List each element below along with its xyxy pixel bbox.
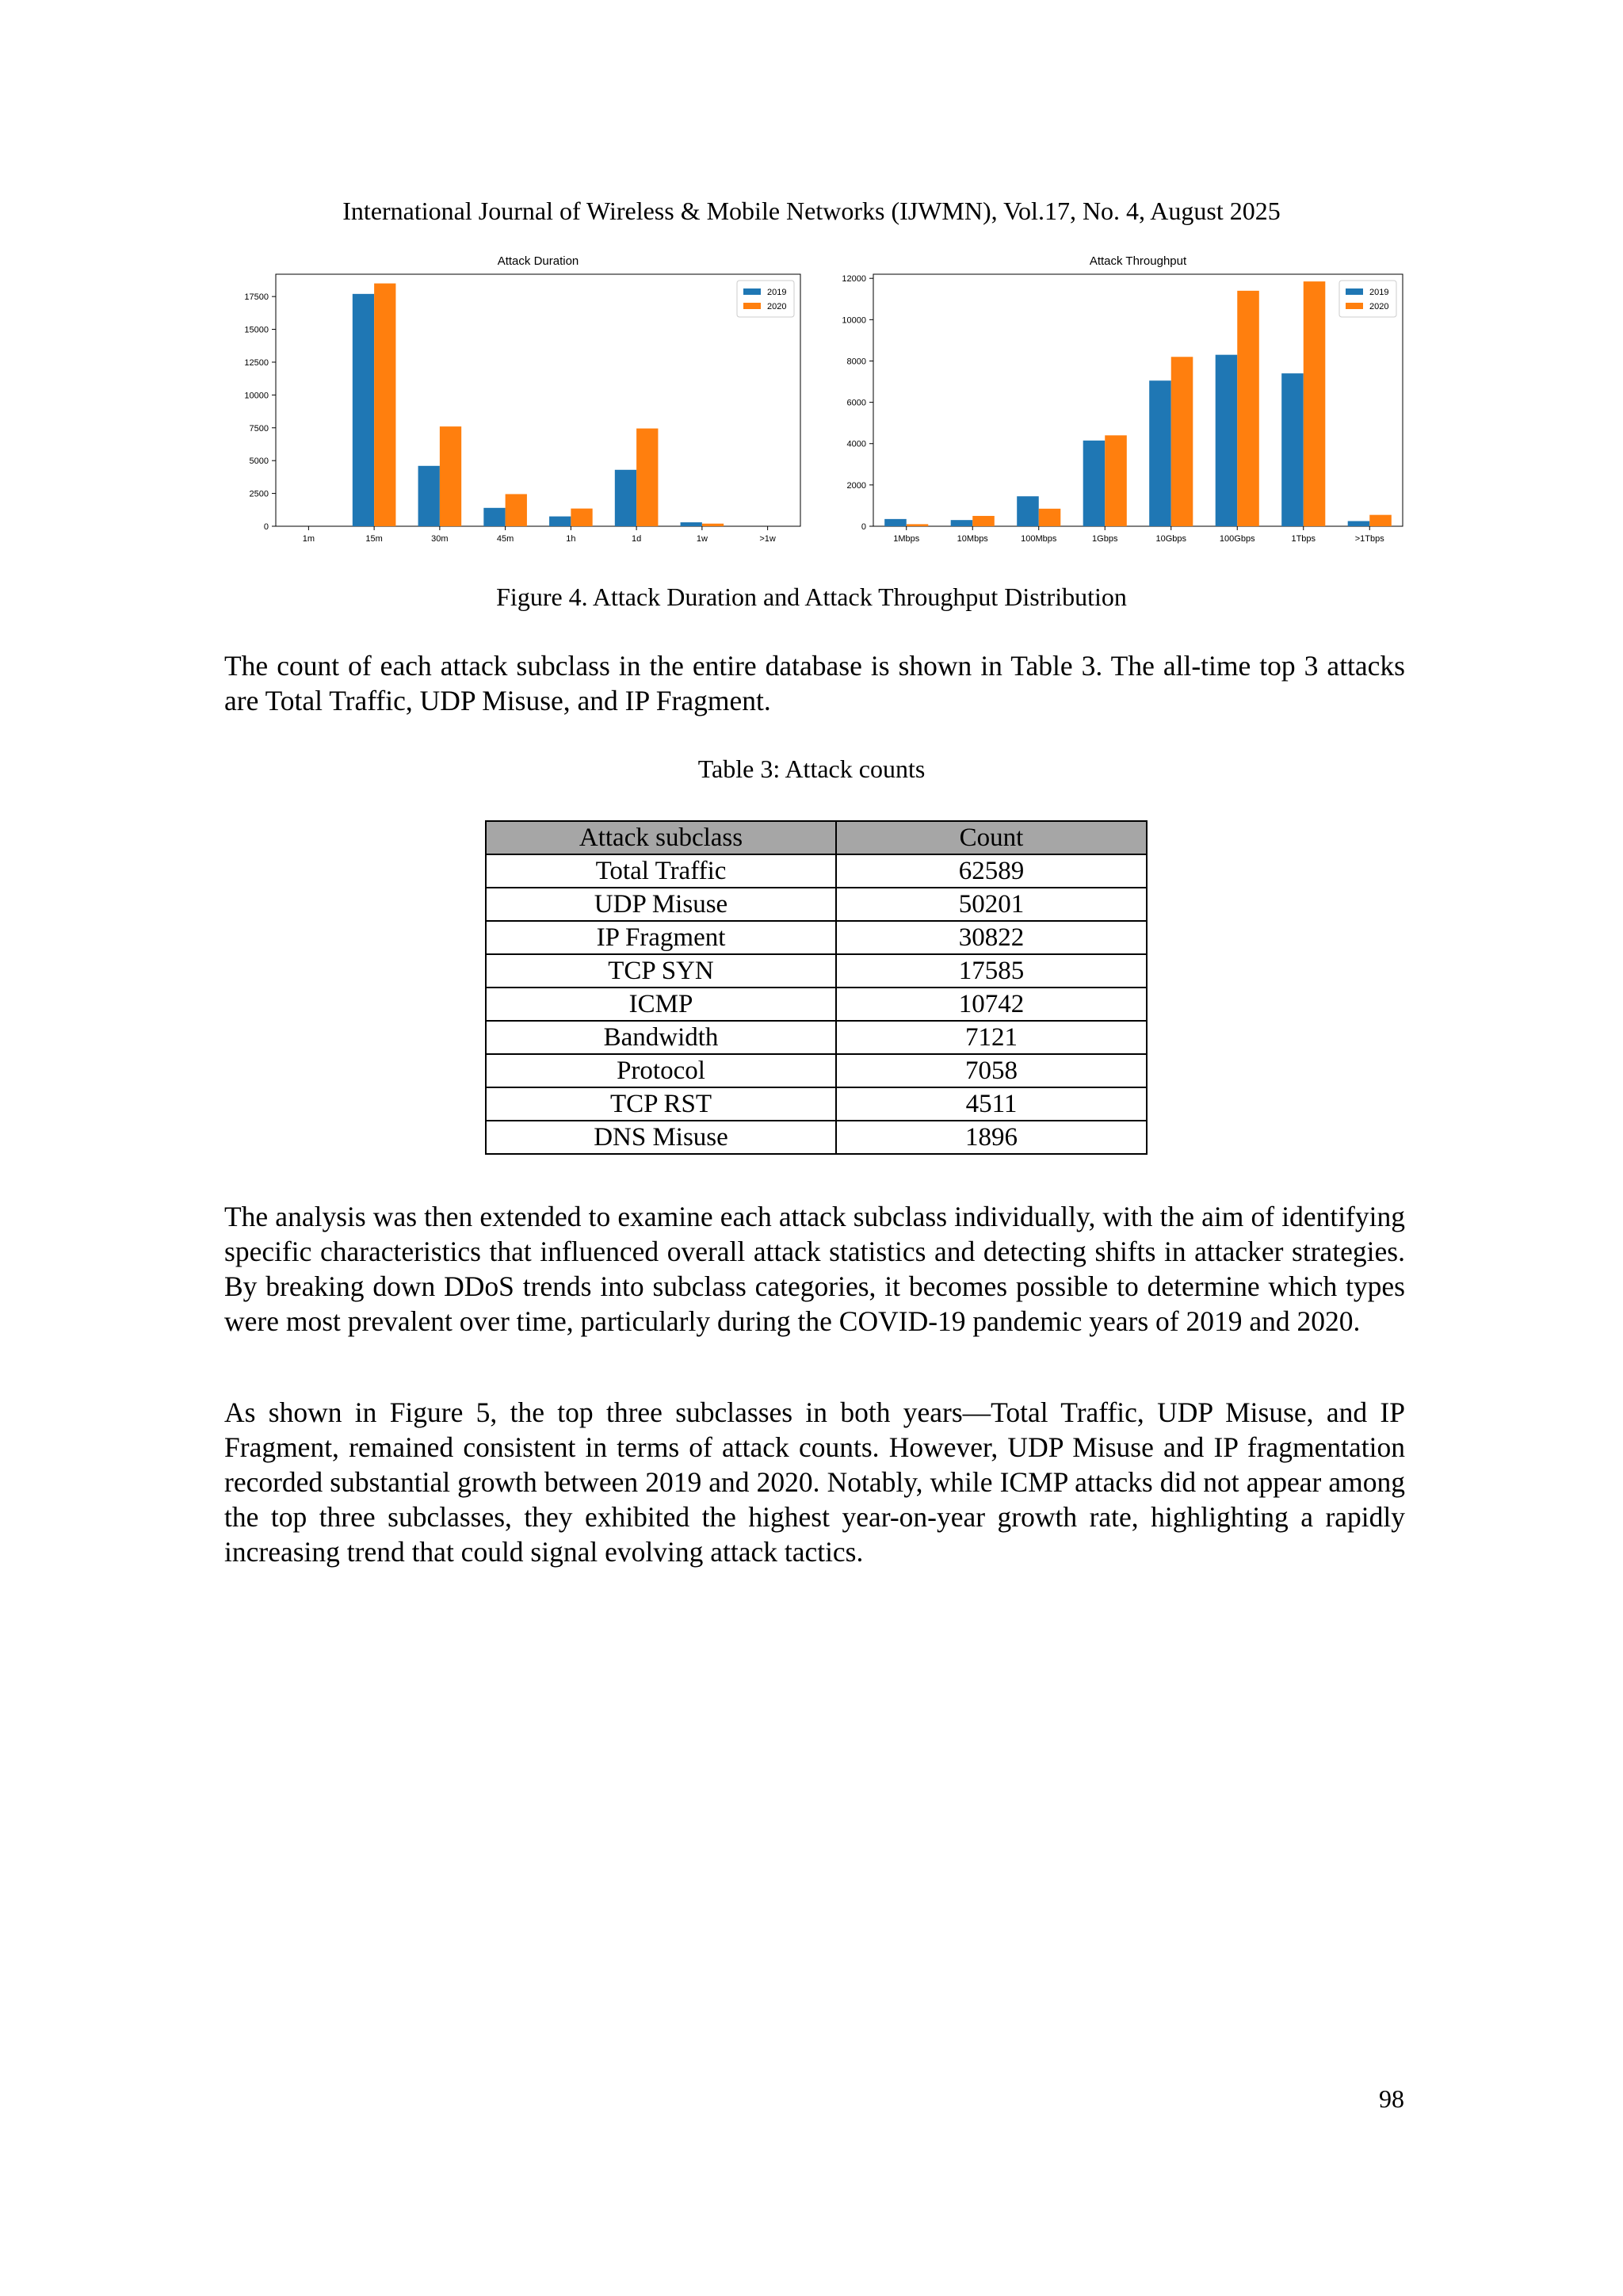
bar-2020 xyxy=(1369,515,1392,526)
bar-2020 xyxy=(440,426,461,526)
table-cell-count: 7121 xyxy=(836,1021,1147,1054)
paragraph-3: As shown in Figure 5, the top three subclasses in both years—Total Traffic, UDP Misuse, and IP Fragment, remained consistent in terms of attack counts. However, UDP Misuse and IP fragmentation recorded substantial growth between 2019 and 2020. Notably, while ICMP attacks did not appear among the top three subclasses, they exhibited the highest year-on-year growth rate, highlighting a rapidly increasing trend that could signal evolving attack tactics. xyxy=(224,1396,1405,1568)
bar-2019 xyxy=(1281,373,1304,526)
table-row xyxy=(486,1121,1147,1154)
bar-2019 xyxy=(418,466,440,526)
y-tick-label: 6000 xyxy=(846,398,866,408)
bar-2020 xyxy=(506,494,527,526)
bar-2019 xyxy=(1083,441,1106,526)
table-cell-subclass: DNS Misuse xyxy=(486,1121,836,1154)
y-tick-label: 10000 xyxy=(842,315,866,326)
y-tick-label: 17500 xyxy=(244,292,269,303)
table-cell-count: 1896 xyxy=(836,1121,1147,1154)
attack-duration-svg xyxy=(222,247,808,547)
table-row xyxy=(486,921,1147,954)
bar-2019 xyxy=(1149,380,1171,526)
x-tick-label: 45m xyxy=(496,534,514,544)
y-tick-label: 2000 xyxy=(846,480,866,491)
table-cell-subclass: Bandwidth xyxy=(486,1021,836,1054)
bar-2020 xyxy=(636,429,658,526)
y-tick-label: 2500 xyxy=(249,489,269,499)
attack-throughput-svg xyxy=(824,247,1411,547)
y-tick-label: 5000 xyxy=(249,457,269,467)
chart-title: Attack Duration xyxy=(497,254,579,268)
table-cell-count: 4511 xyxy=(836,1087,1147,1121)
x-tick-label: 1m xyxy=(302,534,315,544)
x-tick-label: 100Gbps xyxy=(1219,534,1255,544)
y-tick-label: 7500 xyxy=(249,423,269,434)
bar-2019 xyxy=(549,517,571,526)
bar-2019 xyxy=(483,508,505,526)
table-cell-subclass: IP Fragment xyxy=(486,921,836,954)
legend-swatch-2019 xyxy=(1346,288,1363,295)
table-row xyxy=(486,988,1147,1021)
legend-swatch-2019 xyxy=(743,288,761,295)
legend-swatch-2020 xyxy=(1346,303,1363,309)
y-tick-label: 12500 xyxy=(244,357,269,368)
x-tick-label: 1h xyxy=(566,534,576,544)
table-cell-subclass: Total Traffic xyxy=(486,854,836,888)
table-cell-count: 50201 xyxy=(836,888,1147,921)
bar-2020 xyxy=(374,284,395,526)
table-cell-count: 62589 xyxy=(836,854,1147,888)
legend-label-2020: 2020 xyxy=(767,302,787,311)
table-header-row xyxy=(486,821,1147,854)
attack-duration-chart xyxy=(222,247,808,547)
bar-2019 xyxy=(951,520,973,526)
table-cell-count: 30822 xyxy=(836,921,1147,954)
table-row xyxy=(486,1021,1147,1054)
journal-header: International Journal of Wireless & Mobile Networks (IJWMN), Vol.17, No. 4, August 2025 xyxy=(342,197,1281,225)
bar-2019 xyxy=(681,522,702,526)
x-tick-label: 10Mbps xyxy=(957,534,988,544)
chart-title: Attack Throughput xyxy=(1089,254,1187,268)
table-cell-count: 17585 xyxy=(836,954,1147,988)
bar-2019 xyxy=(615,470,636,526)
attack-counts-table xyxy=(485,820,1148,1155)
table-cell-subclass: TCP SYN xyxy=(486,954,836,988)
legend-label-2020: 2020 xyxy=(1369,302,1389,311)
legend-box xyxy=(737,281,794,317)
attack-throughput-chart xyxy=(824,247,1411,547)
legend-label-2019: 2019 xyxy=(767,288,787,297)
x-tick-label: 1d xyxy=(632,534,642,544)
y-tick-label: 0 xyxy=(861,522,866,532)
table-cell-subclass: TCP RST xyxy=(486,1087,836,1121)
bar-2020 xyxy=(907,524,929,526)
legend-label-2019: 2019 xyxy=(1369,288,1389,297)
x-tick-label: >1w xyxy=(759,534,776,544)
bar-2020 xyxy=(702,524,724,526)
table-row xyxy=(486,954,1147,988)
legend-swatch-2020 xyxy=(743,303,761,309)
table-title: Table 3: Attack counts xyxy=(697,755,926,783)
y-tick-label: 0 xyxy=(263,522,269,532)
table-header-count: Count xyxy=(836,821,1147,854)
table-cell-subclass: Protocol xyxy=(486,1054,836,1087)
bar-2020 xyxy=(571,509,592,526)
bar-2020 xyxy=(1304,281,1326,526)
bar-2019 xyxy=(1348,521,1370,526)
x-tick-label: 1Tbps xyxy=(1291,534,1316,544)
bar-2019 xyxy=(353,294,374,526)
x-tick-label: 1Gbps xyxy=(1092,534,1118,544)
x-tick-label: 10Gbps xyxy=(1155,534,1187,544)
figure-caption: Figure 4. Attack Duration and Attack Throughput Distribution xyxy=(496,583,1127,611)
bar-2019 xyxy=(1017,496,1039,526)
bar-2020 xyxy=(972,516,995,526)
bar-2020 xyxy=(1039,509,1061,526)
table-row xyxy=(486,888,1147,921)
y-tick-label: 10000 xyxy=(244,391,269,401)
table-row xyxy=(486,1087,1147,1121)
table-cell-subclass: UDP Misuse xyxy=(486,888,836,921)
x-tick-label: >1Tbps xyxy=(1354,534,1384,544)
table-row xyxy=(486,854,1147,888)
x-tick-label: 30m xyxy=(431,534,449,544)
table-cell-count: 7058 xyxy=(836,1054,1147,1087)
x-tick-label: 100Mbps xyxy=(1021,534,1057,544)
paragraph-1: The count of each attack subclass in the entire database is shown in Table 3. The all-time top 3 attacks are Total Traffic, UDP Misuse, and IP Fragment. xyxy=(224,650,1405,716)
y-tick-label: 4000 xyxy=(846,439,866,449)
x-tick-label: 15m xyxy=(365,534,383,544)
bar-2020 xyxy=(1171,357,1193,526)
table-cell-subclass: ICMP xyxy=(486,988,836,1021)
table-row xyxy=(486,1054,1147,1087)
bar-2020 xyxy=(1237,291,1259,526)
x-tick-label: 1Mbps xyxy=(893,534,920,544)
page-number: 98 xyxy=(1379,2084,1404,2113)
y-tick-label: 15000 xyxy=(244,325,269,335)
bar-2019 xyxy=(884,519,907,526)
x-tick-label: 1w xyxy=(696,534,708,544)
paragraph-2: The analysis was then extended to examine each attack subclass individually, with the aim of identifying specific characteristics that influenced overall attack statistics and detecting shifts in attacker strategies. By breaking down DDoS trends into subclass categories, it becomes possible to determine which types were most prevalent over time, particularly during the COVID-19 pandemic years of 2019 and 2020. xyxy=(224,1201,1405,1337)
bar-2019 xyxy=(1216,355,1238,526)
table-cell-count: 10742 xyxy=(836,988,1147,1021)
bar-2020 xyxy=(1105,435,1127,526)
table-header-subclass: Attack subclass xyxy=(486,821,836,854)
legend-box xyxy=(1339,281,1396,317)
y-tick-label: 12000 xyxy=(842,274,866,285)
y-tick-label: 8000 xyxy=(846,357,866,367)
